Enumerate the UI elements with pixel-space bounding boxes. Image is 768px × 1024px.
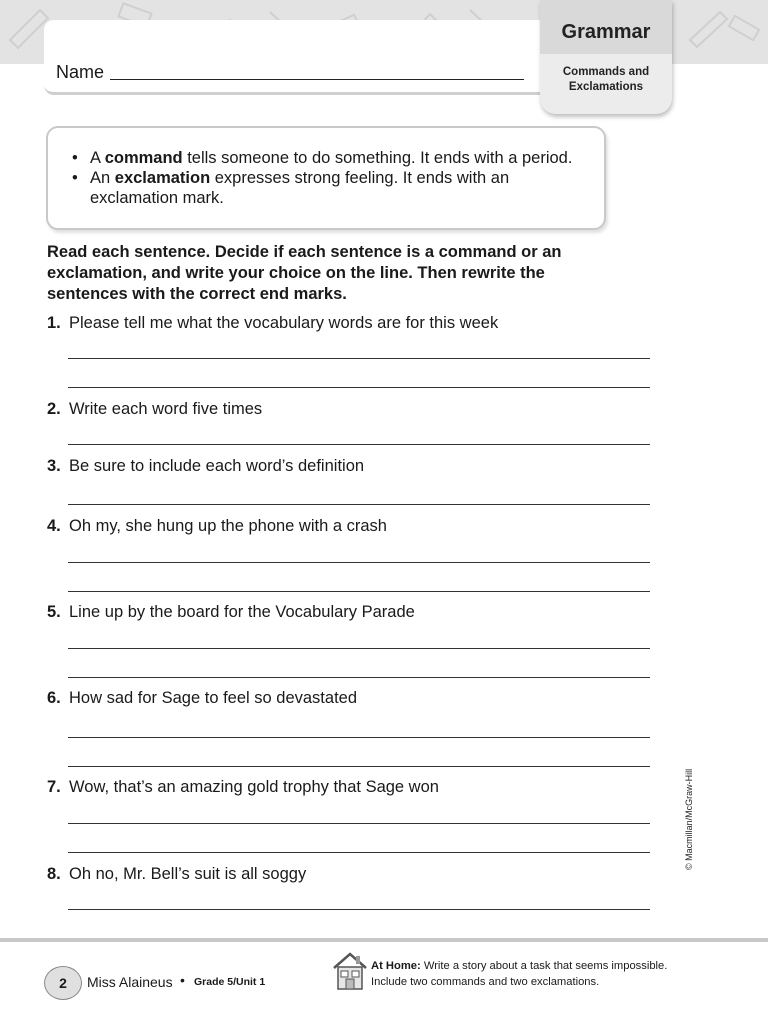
page-number-badge: 2 (44, 966, 82, 1000)
name-label: Name (56, 62, 105, 82)
answer-line[interactable] (68, 562, 650, 563)
answer-line[interactable] (68, 648, 650, 649)
answer-line[interactable] (68, 766, 650, 767)
tab-subtitle (540, 65, 672, 95)
question-7 (47, 778, 439, 797)
at-home-text: Write a story about a task that seems impossible. Include two commands and two exclamations. (371, 960, 668, 988)
question-text: Write each word five times (69, 400, 263, 418)
at-home-note (371, 958, 691, 990)
answer-line[interactable] (68, 358, 650, 359)
name-write-line[interactable] (110, 79, 524, 80)
rule1-rest: tells someone to do something. It ends with a period. (182, 149, 573, 167)
tab-subtitle-box (540, 54, 672, 114)
answer-line[interactable] (68, 591, 650, 592)
question-text: Please tell me what the vocabulary words are for this week (69, 314, 499, 332)
rule2-term: exclamation (114, 169, 211, 187)
question-number: 7. (47, 778, 61, 796)
tab-subtitle-line2: Exclamations (568, 81, 644, 93)
question-text: Line up by the board for the Vocabulary Parade (69, 603, 415, 621)
rule-box (46, 126, 606, 230)
grammar-tab (540, 0, 672, 114)
footer-divider (0, 938, 768, 942)
footer-separator: • (180, 972, 185, 988)
rule-item-exclamation (72, 168, 592, 208)
question-number: 5. (47, 603, 61, 621)
name-panel (44, 20, 564, 95)
question-text: How sad for Sage to feel so devastated (69, 689, 358, 707)
answer-line[interactable] (68, 909, 650, 910)
answer-line[interactable] (68, 852, 650, 853)
rule1-term: command (104, 149, 183, 167)
rule-list (72, 148, 592, 208)
grade-unit: Grade 5/Unit 1 (194, 976, 266, 988)
answer-line[interactable] (68, 387, 650, 388)
tab-subtitle-line1: Commands and (562, 66, 650, 78)
tab-title: Grammar (561, 21, 651, 43)
rule2-rest: expresses strong feeling. It ends with an exclamation mark. (90, 169, 510, 207)
question-text: Oh no, Mr. Bell’s suit is all soggy (69, 865, 307, 883)
answer-line[interactable] (68, 737, 650, 738)
bullet-icon: • (72, 169, 78, 187)
story-title: Miss Alaineus (87, 974, 173, 990)
question-number: 6. (47, 689, 61, 707)
question-3 (47, 457, 364, 476)
question-5 (47, 603, 415, 622)
copyright-notice: © Macmillan/McGraw-Hill (684, 768, 694, 870)
instructions: Read each sentence. Decide if each sentence is a command or an exclamation, and write your choice on the line. Then rewrite the sentences with the correct end marks. (47, 243, 562, 303)
bullet-icon: • (72, 149, 78, 167)
question-number: 1. (47, 314, 61, 332)
question-number: 2. (47, 400, 61, 418)
at-home-label: At Home: (371, 960, 421, 972)
house-icon (332, 950, 368, 992)
rule1-prefix: A (90, 149, 105, 167)
question-1 (47, 314, 498, 333)
question-number: 3. (47, 457, 61, 475)
question-text: Wow, that’s an amazing gold trophy that Sage won (69, 778, 439, 796)
question-text: Be sure to include each word’s definition (69, 457, 365, 475)
question-2 (47, 400, 262, 419)
answer-line[interactable] (68, 677, 650, 678)
question-8 (47, 865, 306, 884)
question-6 (47, 689, 357, 708)
question-text: Oh my, she hung up the phone with a crash (69, 517, 387, 535)
question-number: 8. (47, 865, 61, 883)
rule2-prefix: An (90, 169, 115, 187)
rule-item-command (72, 148, 592, 168)
answer-line[interactable] (68, 444, 650, 445)
question-number: 4. (47, 517, 61, 535)
answer-line[interactable] (68, 823, 650, 824)
answer-line[interactable] (68, 504, 650, 505)
question-4 (47, 517, 387, 536)
